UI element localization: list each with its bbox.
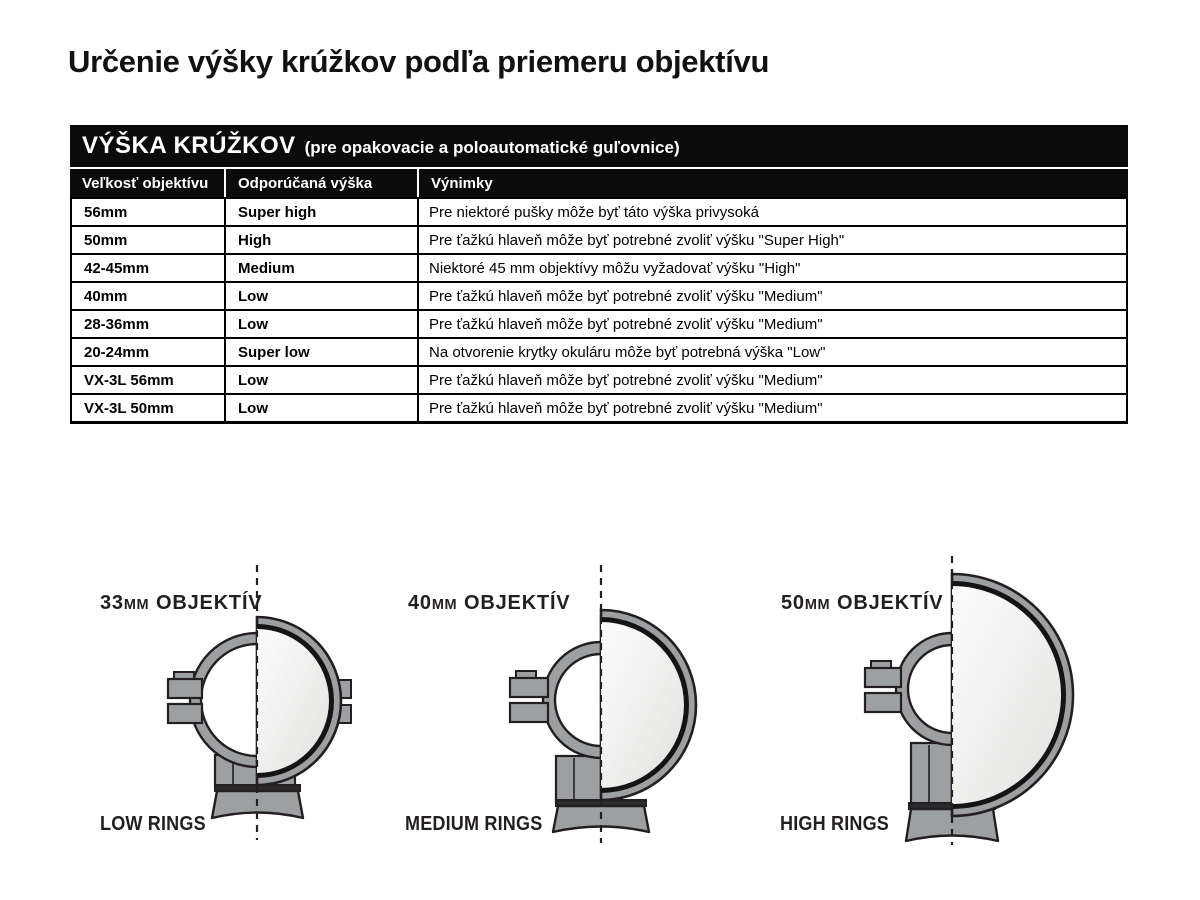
objective-size-label: 40MM OBJEKTÍV	[408, 592, 571, 614]
table-cell: Na otvorenie krytky okuláru môže byť potrebná výška "Low"	[418, 338, 1127, 366]
ring-height-label: LOW RINGS	[100, 812, 206, 835]
table-cell: 56mm	[71, 198, 225, 226]
page-title: Určenie výšky krúžkov podľa priemeru objektívu	[68, 44, 770, 79]
table-cell: Medium	[225, 254, 418, 282]
ring-height-table	[70, 125, 1128, 424]
objective-size-label: 50MM OBJEKTÍV	[781, 592, 944, 614]
table-cell: Low	[225, 310, 418, 338]
column-header-exceptions: Výnimky	[417, 169, 1128, 197]
table-cell: Pre ťažkú hlaveň môže byť potrebné zvoliť výšku "Medium"	[418, 394, 1127, 423]
table-cell: Niektoré 45 mm objektívy môžu vyžadovať výšku "High"	[418, 254, 1127, 282]
table-row	[71, 366, 1127, 394]
table-subtitle: (pre opakovacie a poloautomatické guľovnice)	[304, 138, 680, 157]
table-cell: Pre ťažkú hlaveň môže byť potrebné zvoliť výšku "Medium"	[418, 310, 1127, 338]
scope-ring-diagram-high	[805, 553, 1105, 853]
table-cell: Super low	[225, 338, 418, 366]
table-row	[71, 198, 1127, 226]
table-row	[71, 226, 1127, 254]
table-cell: Pre ťažkú hlaveň môže byť potrebné zvoliť výšku "Super High"	[418, 226, 1127, 254]
table-cell: Super high	[225, 198, 418, 226]
table-row	[71, 394, 1127, 423]
table-cell: Pre ťažkú hlaveň môže byť potrebné zvoliť výšku "Medium"	[418, 366, 1127, 394]
ring-height-label: MEDIUM RINGS	[405, 812, 543, 835]
table-cell: 42-45mm	[71, 254, 225, 282]
objective-size-label: 33MM OBJEKTÍV	[100, 592, 263, 614]
table-cell: 50mm	[71, 226, 225, 254]
table-cell: Low	[225, 282, 418, 310]
table-cell: Pre ťažkú hlaveň môže byť potrebné zvoliť výšku "Medium"	[418, 282, 1127, 310]
table-cell: 40mm	[71, 282, 225, 310]
table-column-header	[70, 167, 1128, 197]
table-title-bar	[70, 125, 1128, 167]
table-cell: VX-3L 56mm	[71, 366, 225, 394]
table-row	[71, 282, 1127, 310]
table-row	[71, 310, 1127, 338]
table-cell: Low	[225, 366, 418, 394]
column-header-recommended-height: Odporúčaná výška	[224, 169, 417, 197]
table-cell: 28-36mm	[71, 310, 225, 338]
table-cell: VX-3L 50mm	[71, 394, 225, 423]
table-cell: Pre niektoré pušky môže byť táto výška privysoká	[418, 198, 1127, 226]
table-cell: Low	[225, 394, 418, 423]
ring-height-label: HIGH RINGS	[780, 812, 890, 835]
table-row	[71, 338, 1127, 366]
table-cell: 20-24mm	[71, 338, 225, 366]
table-body	[70, 197, 1128, 424]
table-title: VÝŠKA KRÚŽKOV	[82, 132, 296, 159]
column-header-objective-size: Veľkosť objektívu	[82, 174, 209, 192]
table-row	[71, 254, 1127, 282]
table-cell: High	[225, 226, 418, 254]
